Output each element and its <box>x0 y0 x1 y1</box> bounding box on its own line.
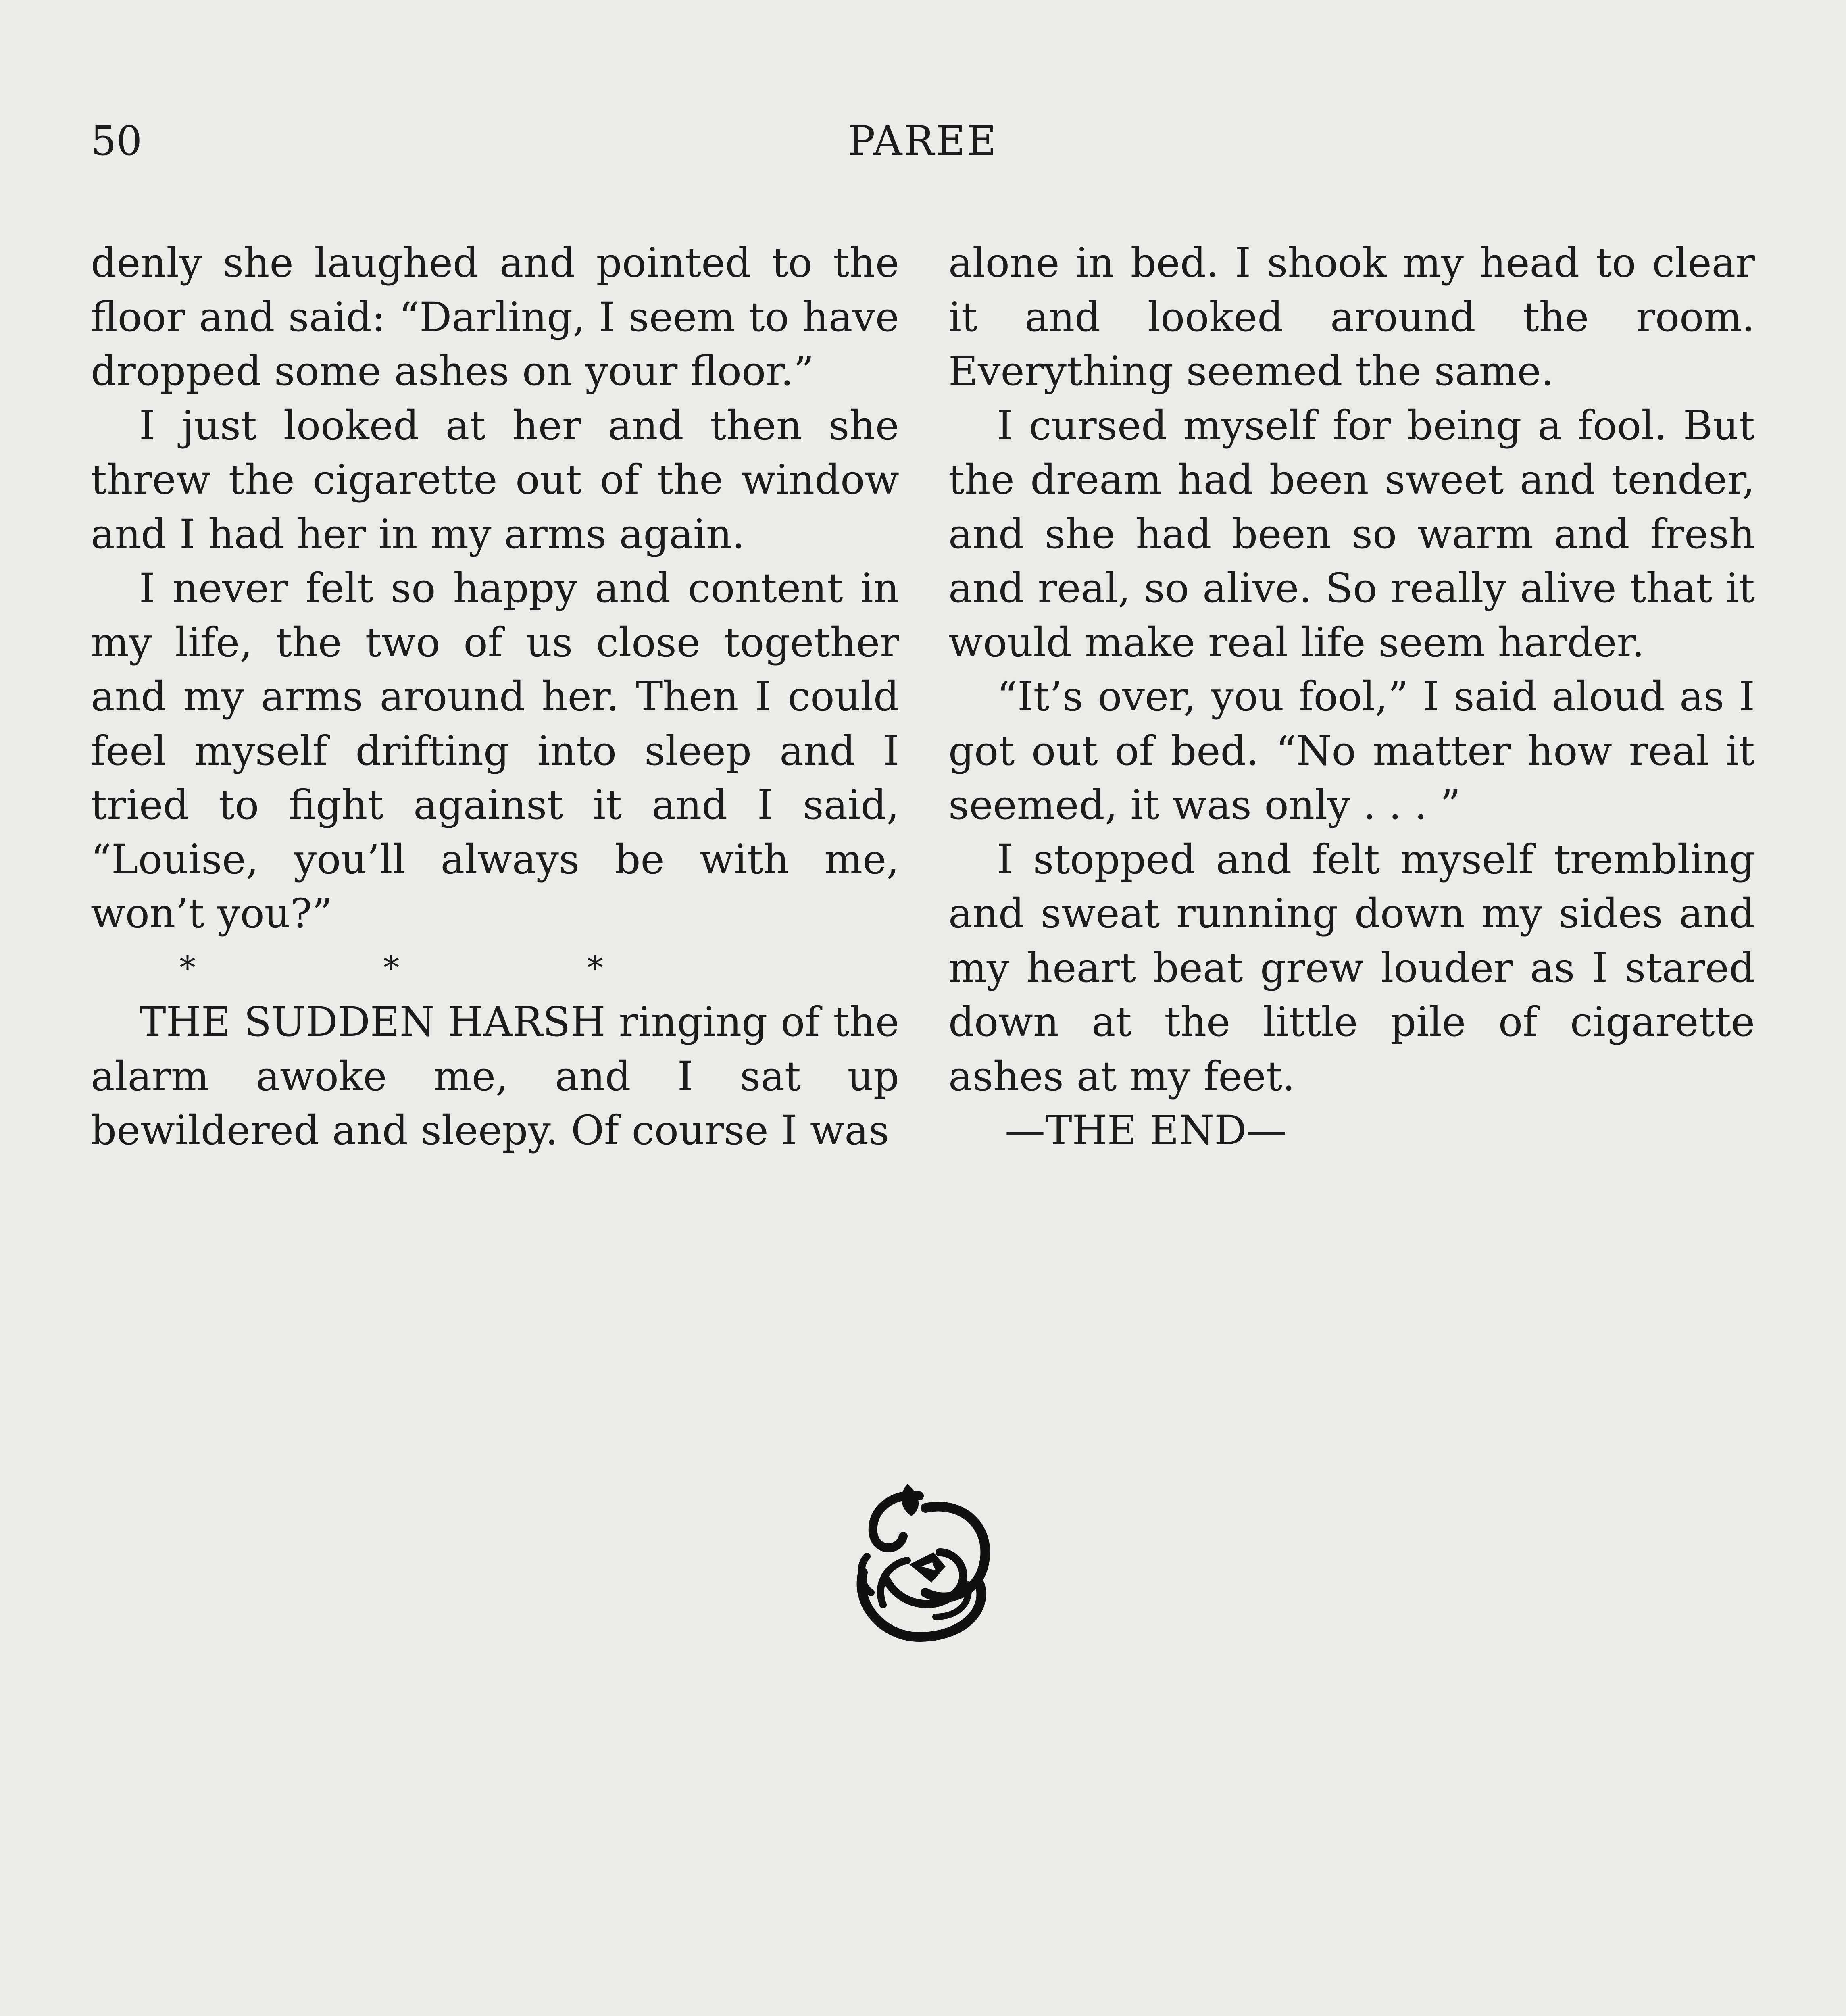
paragraph: THE SUDDEN HARSH ringing of the alarm awoke me, and I sat up bewildered and sleepy. Of course I was <box>91 998 899 1154</box>
paragraph: I just looked at her and then she threw the cigarette out of the window and I had her in my arms again. <box>91 402 899 558</box>
paragraph: I never felt so happy and content in my life, the two of us close together and my arms around her. Then I could feel myself drifting into sleep and I tried to fight against it and I said, “Louise, you’ll always be with me, won’t you?” <box>91 564 899 937</box>
paragraph: denly she laughed and pointed to the floor and said: “Darling, I seem to have dropped some ashes on your floor.” <box>91 239 899 395</box>
paragraph: “It’s over, you fool,” I said aloud as I got out of bed. “No matter how real it seemed, it was only . . . ” <box>948 673 1755 829</box>
paragraph: I stopped and felt myself trembling and sweat running down my sides and my heart beat grew louder as I stared down at the little pile of cigarette ashes at my feet. <box>948 835 1755 1100</box>
paragraph: I cursed myself for being a fool. But the dream had been sweet and tender, and she had been so warm and fresh and real, so alive. So really alive that it would make real life seem harder. <box>948 402 1755 666</box>
left-text-column <box>91 236 899 1158</box>
the-end-line: —THE END— <box>1005 1107 1287 1154</box>
section-break-asterisks: * * * <box>179 949 692 987</box>
paragraph: alone in bed. I shook my head to clear it and looked around the room. Everything seemed the same. <box>948 239 1755 395</box>
celtic-knot-ornament-icon <box>839 1484 1004 1653</box>
page-number: 50 <box>91 117 142 165</box>
right-text-column <box>948 236 1755 1158</box>
running-title: PAREE <box>848 117 998 165</box>
